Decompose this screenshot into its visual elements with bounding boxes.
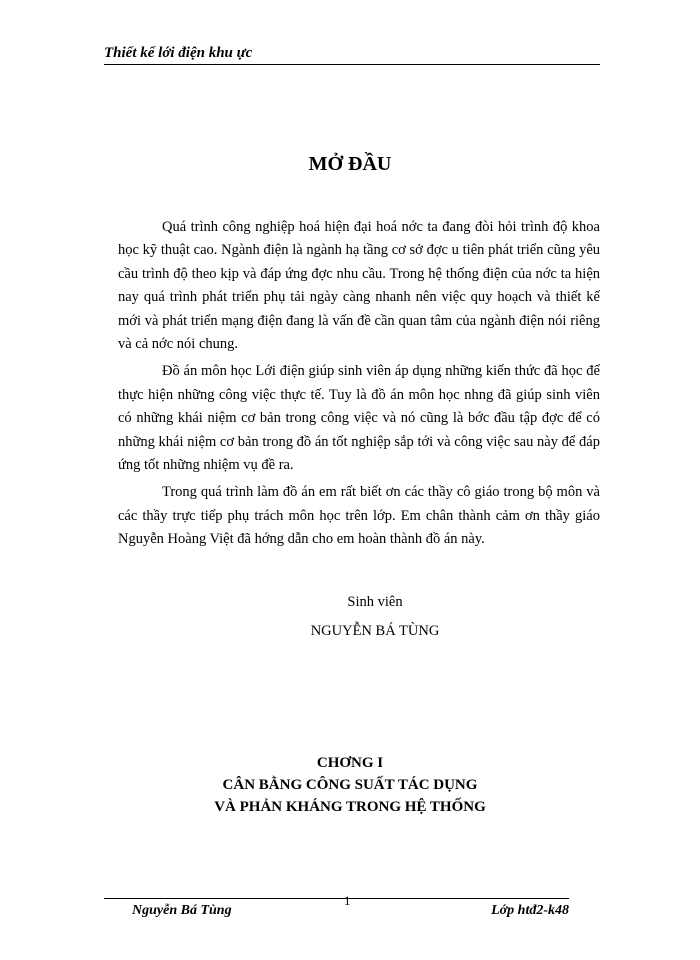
page-number: 1 (344, 893, 351, 908)
signature-label: Sinh viên (347, 594, 403, 610)
footer-class: Lớp htđ2-k48 (491, 903, 569, 918)
document-body (118, 216, 600, 556)
header-title: Thiết kế lới điện khu ực (104, 45, 253, 61)
chapter-title-line1: CÂN BẰNG CÔNG SUẤT TÁC DỤNG (222, 777, 478, 793)
chapter-number: CHƠNG I (316, 755, 384, 771)
signature-name: NGUYỄN BÁ TÙNG (310, 623, 440, 639)
paragraph-intro: Quá trình công nghiệp hoá hiện đại hoá nớc ta đang đòi hỏi trình độ khoa học kỹ thuật cao. Ngành điện là ngành hạ tầng cơ sở đợc u tiên phát triển cũng yêu cầu trình độ theo kịp và đáp ứng đợc nhu cầu. Trong hệ thống điện của nớc ta hiện nay quá trình phát triển phụ tải ngày càng nhanh nên việc quy hoạch và thiết kế mới và phát triển mạng điện đang là vấn đề cần quan tâm của ngành điện nói riêng và cả nớc nói chung. (118, 219, 600, 353)
paragraph-project: Đồ án môn học Lới điện giúp sinh viên áp dụng những kiến thức đã học để thực hiện những công việc thực tế. Tuy là đồ án môn học nhng đã giúp sinh viên có những khái niệm cơ bản trong công việc và nó cũng là bớc đầu tập đợc để có những khái niệm cơ bản trong đồ án tốt nghiệp sắp tới và công việc sau này để đáp ứng tốt những nhiệm vụ đề ra. (118, 363, 600, 474)
page-footer (104, 893, 569, 919)
page-header (104, 44, 600, 65)
paragraph-thanks: Trong quá trình làm đồ án em rất biết ơn các thầy cô giáo trong bộ môn và các thầy trực tiếp phụ trách môn học trên lớp. Em chân thành cảm ơn thầy giáo Nguyễn Hoàng Việt đã hớng dẫn cho em hoàn thành đồ án này. (118, 484, 600, 548)
chapter-heading (0, 752, 700, 818)
footer-author: Nguyễn Bá Tùng (132, 903, 232, 918)
chapter-title-line2: VÀ PHẢN KHÁNG TRONG HỆ THỐNG (214, 799, 486, 815)
page-title: MỞ ĐẦU (308, 153, 392, 175)
